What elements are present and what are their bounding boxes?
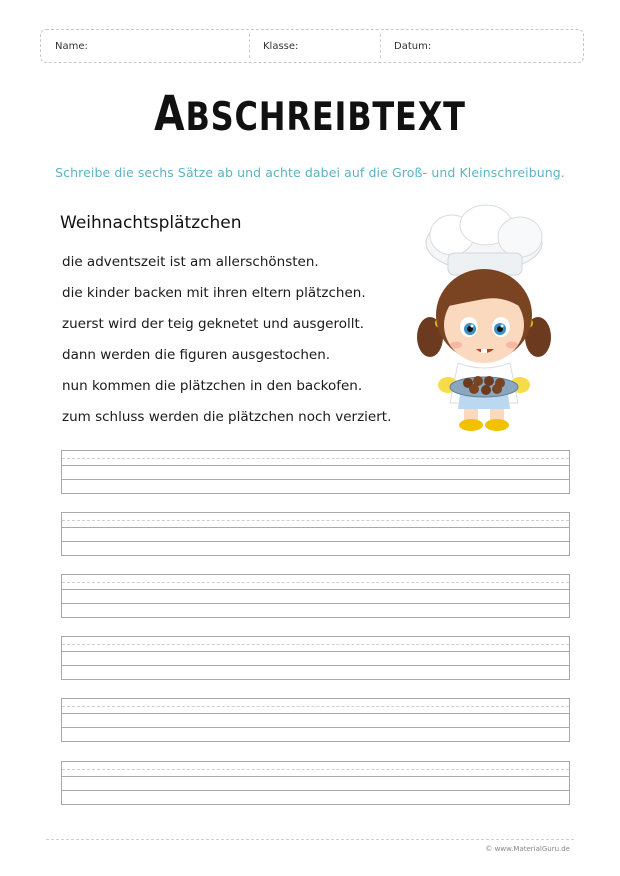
class-label: Klasse: (263, 41, 299, 52)
solid-line (62, 651, 569, 652)
writing-lines[interactable] (61, 636, 570, 680)
sentence: die kinder backen mit ihren eltern plätzchen. (62, 285, 366, 301)
header-divider (380, 34, 381, 58)
writing-lines[interactable] (61, 761, 570, 805)
text-title: Weihnachtsplätzchen (60, 213, 242, 233)
solid-line (62, 589, 569, 590)
date-label: Datum: (394, 41, 432, 52)
dashed-line (62, 458, 569, 459)
page-title (56, 86, 564, 142)
sentence: nun kommen die plätzchen in den backofen. (62, 378, 363, 394)
writing-lines[interactable] (61, 450, 570, 494)
sentence-list (62, 247, 391, 433)
solid-line (62, 713, 569, 714)
header-divider (249, 34, 250, 58)
footer-divider (46, 839, 574, 840)
sentence: zum schluss werden die plätzchen noch verziert. (62, 409, 392, 425)
chef-girl-icon (414, 203, 554, 433)
writing-lines[interactable] (61, 574, 570, 618)
solid-line (62, 479, 569, 480)
solid-line (62, 527, 569, 528)
dashed-line (62, 769, 569, 770)
dashed-line (62, 706, 569, 707)
title-rest: BSCHREIBTEXT (185, 95, 466, 140)
dashed-line (62, 520, 569, 521)
name-label: Name: (55, 41, 88, 52)
footer-copyright: © www.MaterialGuru.de (485, 845, 570, 853)
solid-line (62, 665, 569, 666)
solid-line (62, 465, 569, 466)
solid-line (62, 776, 569, 777)
solid-line (62, 790, 569, 791)
dashed-line (62, 644, 569, 645)
sentence: zuerst wird der teig geknetet und ausgerollt. (62, 316, 365, 332)
writing-lines[interactable] (61, 698, 570, 742)
header-box (40, 29, 584, 63)
instruction-text: Schreibe die sechs Sätze ab und achte dabei auf die Groß- und Kleinschreibung. (55, 165, 565, 180)
dashed-line (62, 582, 569, 583)
sentence: dann werden die figuren ausgestochen. (62, 347, 331, 363)
sentence: die adventszeit ist am allerschönsten. (62, 254, 319, 270)
solid-line (62, 603, 569, 604)
writing-lines[interactable] (61, 512, 570, 556)
solid-line (62, 541, 569, 542)
solid-line (62, 727, 569, 728)
title-initial: A (154, 86, 186, 142)
